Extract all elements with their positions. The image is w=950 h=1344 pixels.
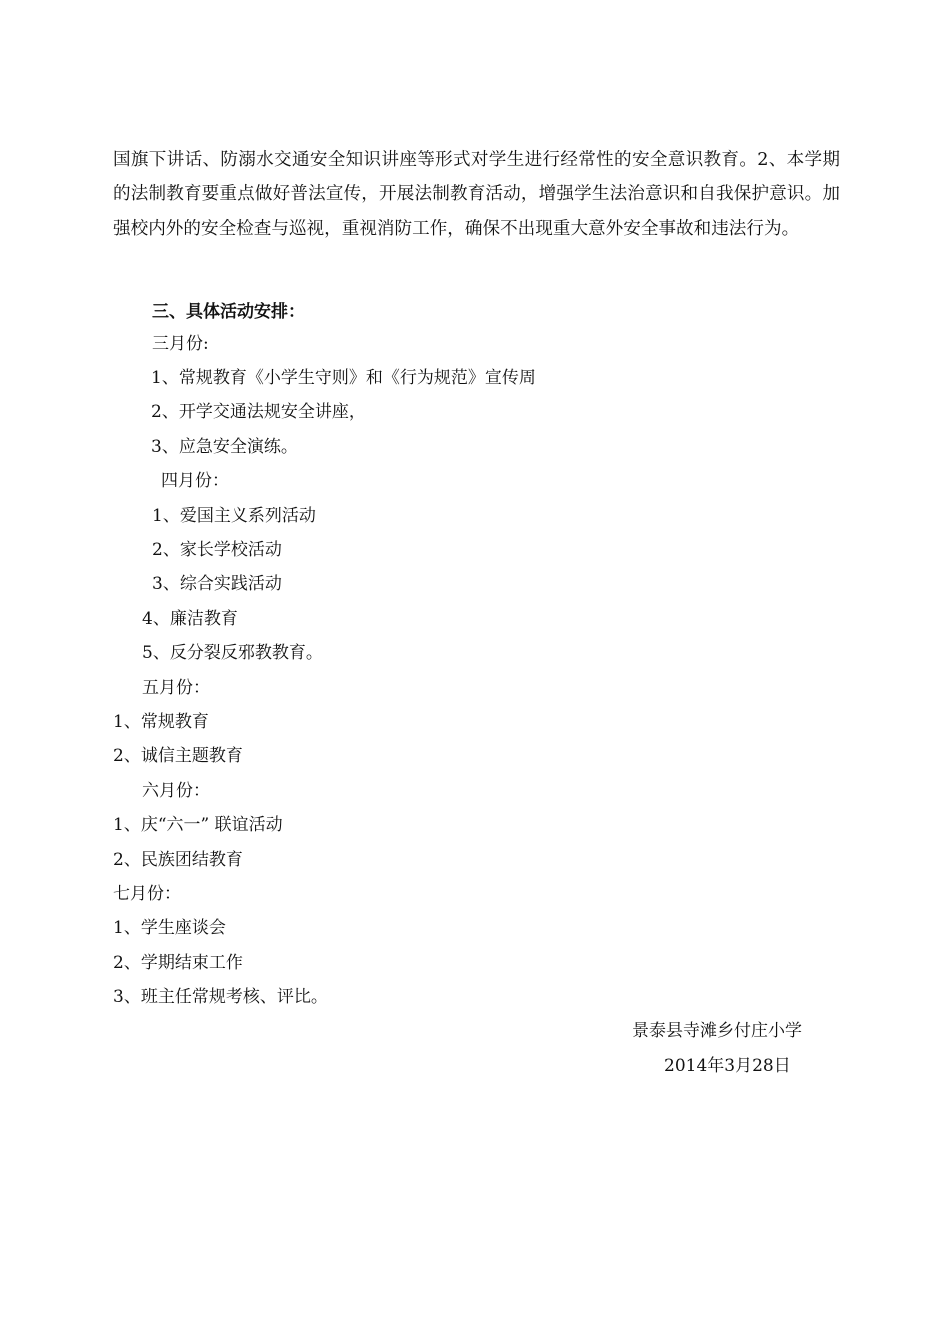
list-item: 1、爱国主义系列活动 <box>152 506 316 526</box>
intro-paragraph: 国旗下讲话、防溺水交通安全知识讲座等形式对学生进行经常性的安全意识教育。2、本学期的法制教育要重点做好普法宣传，开展法制教育活动，增强学生法治意识和自我保护意识。加强校内外的安全检查与巡视，重视消防工作，确保不出现重大意外安全事故和违法行为。 <box>113 150 840 239</box>
list-item: 2、诚信主题教育 <box>113 746 243 766</box>
list-item: 2、学期结束工作 <box>113 953 243 973</box>
month-label-may: 五月份： <box>142 678 210 698</box>
list-item: 5、反分裂反邪教教育。 <box>142 643 323 663</box>
list-item: 4、廉洁教育 <box>142 609 238 629</box>
month-label-april: 四月份： <box>161 471 229 491</box>
list-item: 3、应急安全演练。 <box>151 437 298 457</box>
list-item: 1、常规教育 <box>113 712 209 732</box>
list-item: 3、综合实践活动 <box>152 574 282 594</box>
month-label-march: 三月份: <box>152 334 209 354</box>
list-item: 1、庆“六一” 联谊活动 <box>113 815 283 835</box>
list-item: 1、常规教育《小学生守则》和《行为规范》宣传周 <box>151 368 536 388</box>
list-item: 3、班主任常规考核、评比。 <box>113 987 328 1007</box>
document-date: 2014年3月28日 <box>664 1056 791 1076</box>
list-item: 2、开学交通法规安全讲座， <box>151 402 366 422</box>
month-label-june: 六月份： <box>142 781 210 801</box>
list-item: 1、学生座谈会 <box>113 918 226 938</box>
section-heading: 三、具体活动安排： <box>152 302 305 322</box>
school-signature: 景泰县寺滩乡付庄小学 <box>632 1021 802 1041</box>
list-item: 2、民族团结教育 <box>113 850 243 870</box>
month-label-july: 七月份： <box>113 884 181 904</box>
list-item: 2、家长学校活动 <box>152 540 282 560</box>
